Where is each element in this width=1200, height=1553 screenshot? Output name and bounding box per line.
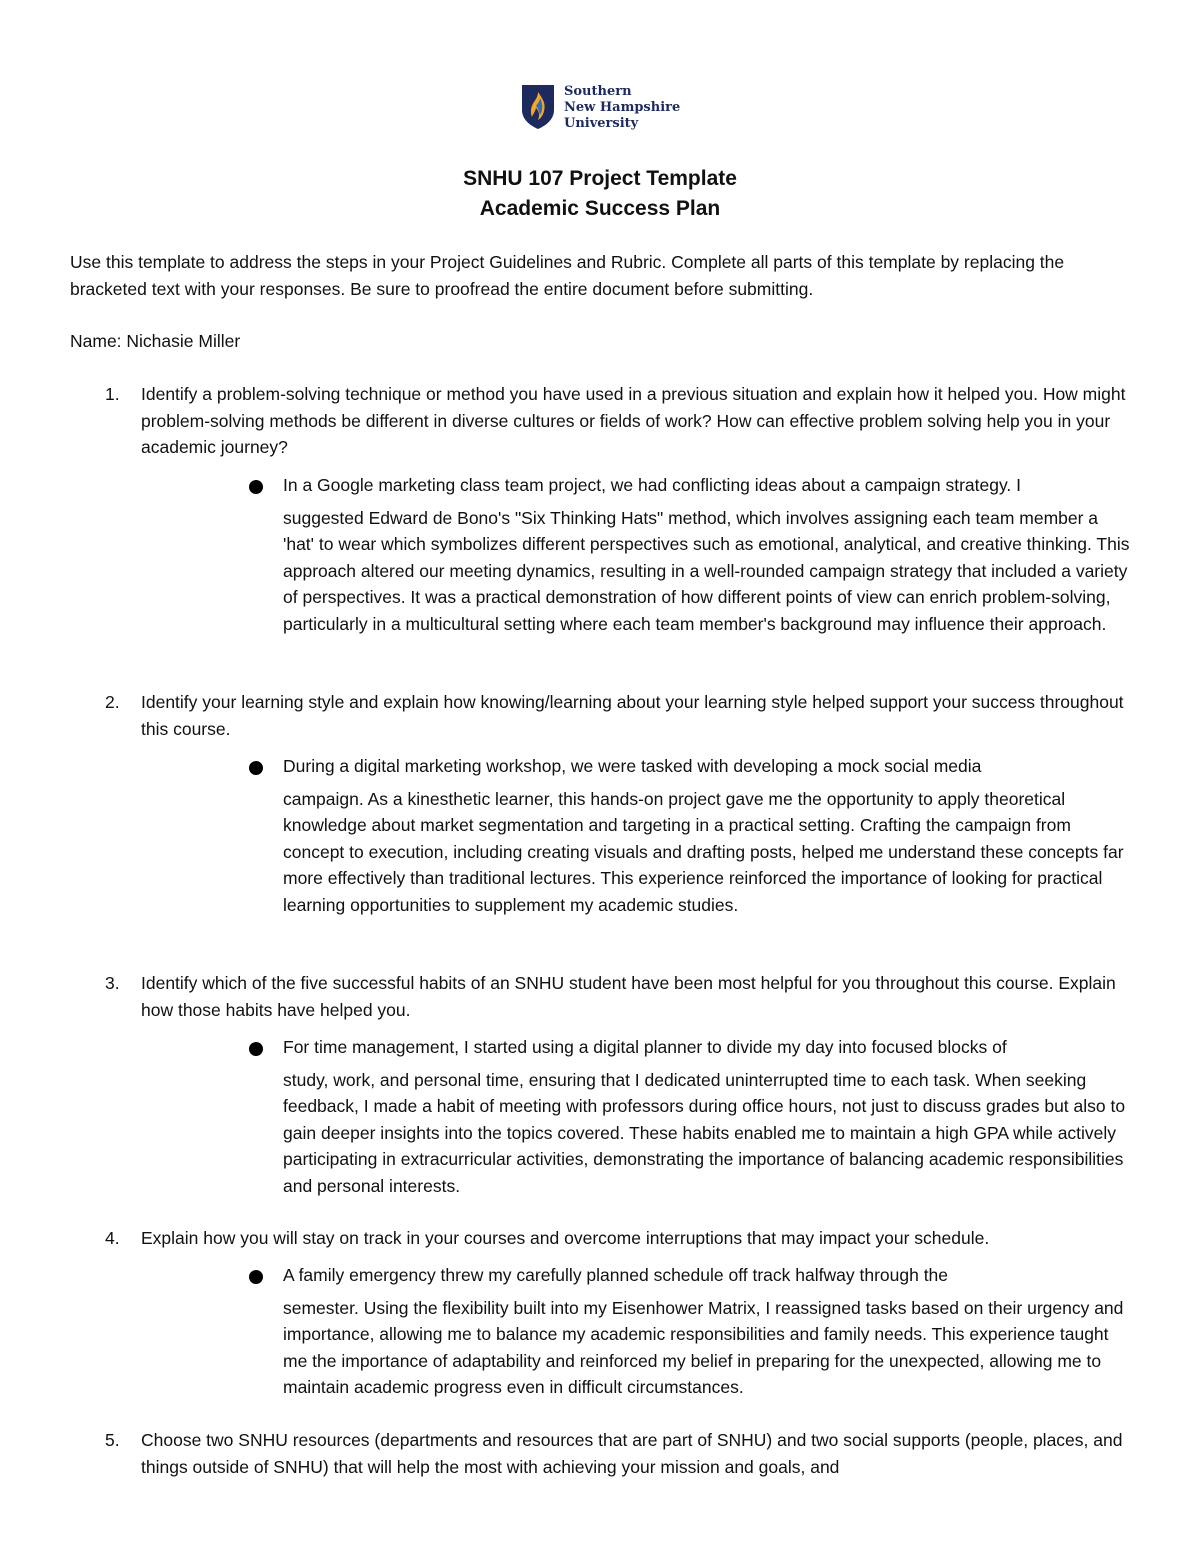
bullet-icon xyxy=(249,480,263,494)
question-5 xyxy=(70,1427,1130,1480)
question-2 xyxy=(70,689,1130,742)
answer-body: campaign. As a kinesthetic learner, this hands-on project gave me the opportunity to apply theoretical knowledge about market segmentation and targeting in a practical setting. Crafting the campaign from concept to execution, including creating visuals and drafting posts, helped me understand these concepts far more effectively than traditional lectures. This experience reinforced the importance of looking for practical learning opportunities to supplement my academic studies. xyxy=(283,788,1124,915)
intro-paragraph: Use this template to address the steps in your Project Guidelines and Rubric. Complete all parts of this template by replacing the bracketed text with your responses. Be sure to proofread the entire document before submitting. xyxy=(70,252,1065,299)
question-number: 3. xyxy=(105,973,120,993)
answer-3 xyxy=(283,1034,1133,1199)
bullet-icon xyxy=(249,1042,263,1056)
answer-body: study, work, and personal time, ensuring that I dedicated uninterrupted time to each task. When seeking feedback, I made a habit of meeting with professors during office hours, not just to discuss grades but also to gain deeper insights into the topics covered. These habits enabled me to maintain a high GPA while actively participating in extracurricular activities, demonstrating the importance of balancing academic responsibilities and personal interests. xyxy=(283,1069,1126,1196)
student-name: Name: Nichasie Miller xyxy=(70,331,241,351)
question-text: Choose two SNHU resources (departments and resources that are part of SNHU) and two social supports (people, places, and things outside of SNHU) that will help the most with achieving your mission and goals, and xyxy=(141,1430,1123,1477)
bullet-icon xyxy=(249,1270,263,1284)
question-4 xyxy=(70,1225,1130,1252)
answer-first-line: In a Google marketing class team project, we had conflicting ideas about a campaign strategy. I xyxy=(283,475,1021,495)
shield-flame-icon xyxy=(521,84,555,130)
logo-line-2: New Hampshire xyxy=(564,100,681,115)
question-text: Identify which of the five successful habits of an SNHU student have been most helpful for you throughout this course. Explain how those habits have helped you. xyxy=(141,973,1116,1020)
answer-first-line: During a digital marketing workshop, we were tasked with developing a mock social media xyxy=(283,756,982,776)
answer-1 xyxy=(283,472,1133,637)
question-text: Explain how you will stay on track in your courses and overcome interruptions that may impact your schedule. xyxy=(141,1228,990,1248)
question-number: 1. xyxy=(105,384,120,404)
question-number: 2. xyxy=(105,692,120,712)
logo-line-3: University xyxy=(564,116,639,131)
logo-wordmark xyxy=(564,84,680,132)
answer-first-line: For time management, I started using a digital planner to divide my day into focused blocks of xyxy=(283,1037,1007,1057)
snhu-logo xyxy=(521,84,680,132)
question-number: 5. xyxy=(105,1430,120,1450)
question-text: Identify a problem-solving technique or method you have used in a previous situation and explain how it helped you. How might problem-solving methods be different in diverse cultures or fields of work? How can effective problem solving help you in your academic journey? xyxy=(141,384,1126,457)
question-text: Identify your learning style and explain how knowing/learning about your learning style helped support your success throughout this course. xyxy=(141,692,1124,739)
bullet-icon xyxy=(249,761,263,775)
answer-first-line: A family emergency threw my carefully planned schedule off track halfway through the xyxy=(283,1265,949,1285)
answer-body: suggested Edward de Bono's "Six Thinking Hats" method, which involves assigning each team member a 'hat' to wear which symbolizes different perspectives such as emotional, analytical, and creative thinking. This approach altered our meeting dynamics, resulting in a well-rounded campaign strategy that included a variety of perspectives. It was a practical demonstration of how different points of view can enrich problem-solving, particularly in a multicultural setting where each team member's background may influence their approach. xyxy=(283,507,1130,634)
question-3 xyxy=(70,970,1130,1023)
question-number: 4. xyxy=(105,1228,120,1248)
answer-4 xyxy=(283,1262,1133,1401)
question-1 xyxy=(70,381,1130,461)
document-subtitle: Academic Success Plan xyxy=(479,197,721,220)
answer-2 xyxy=(283,753,1133,918)
logo-line-1: Southern xyxy=(564,84,632,99)
answer-body: semester. Using the flexibility built into my Eisenhower Matrix, I reassigned tasks based on their urgency and importance, allowing me to balance my academic responsibilities and family needs. This experience taught me the importance of adaptability and reinforced my belief in preparing for the unexpected, allowing me to maintain academic progress even in difficult circumstances. xyxy=(283,1297,1124,1397)
document-title: SNHU 107 Project Template xyxy=(463,167,737,190)
